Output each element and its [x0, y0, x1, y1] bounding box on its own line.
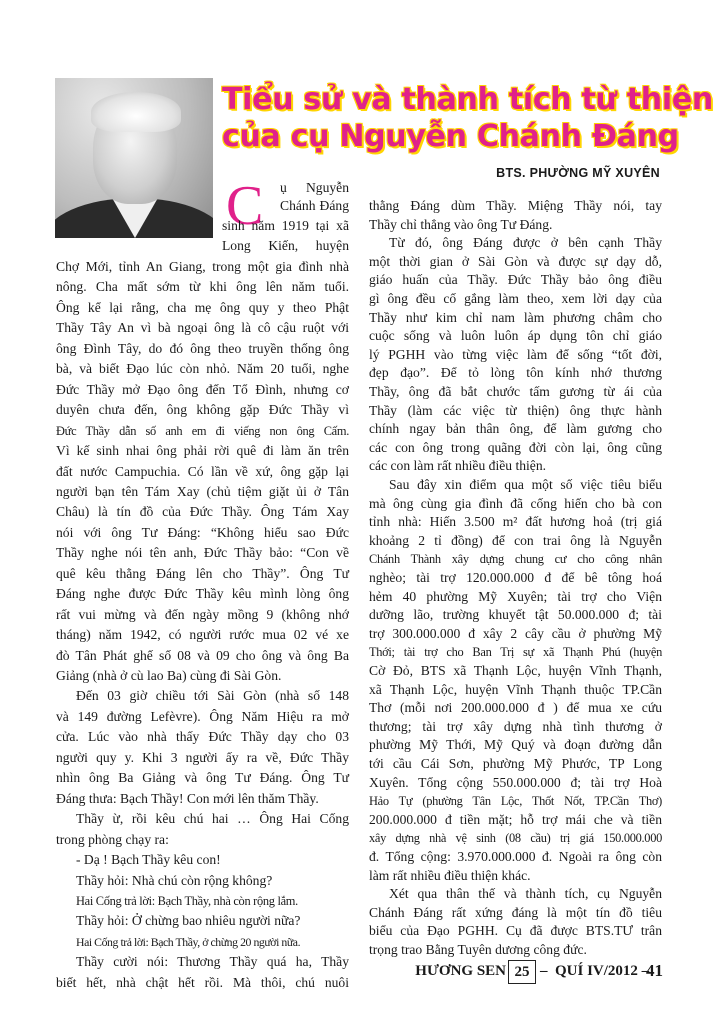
body-line: cửa. Lúc vào nhà thấy Đức Thầy dạy cho 03 — [56, 729, 349, 745]
body-line: xây dựng nhà vệ sinh (08 cầu) trị giá 150.000.000 — [369, 831, 662, 846]
body-line: lý PGHH vào từng việc làm để sống “tốt đời, — [369, 346, 662, 362]
body-line: trọng trao Bằng Tuyên dương công đức. — [369, 942, 587, 957]
body-line: duyên chưa đến, ông không gặp Đức Thầy vì — [56, 402, 349, 418]
body-line: dưỡng lão, trường khuyết tật 50.000.000 đ; tài — [369, 607, 662, 623]
drop-cap: C — [226, 175, 264, 237]
body-line: Chánh Đáng — [280, 198, 349, 213]
body-line: biểu của Đạo PGHH. Cụ đã được BTS.TƯ trân — [369, 923, 662, 939]
body-line: Thơ (mỗi nơi 200.000.000 đ ) để mua xe cứu — [369, 700, 662, 716]
article-title-line-2: của cụ Nguyễn Chánh Đáng — [222, 119, 679, 154]
body-line: phường Mỹ Thới, Mỹ Quý và đoạn đường dẫn — [369, 737, 662, 753]
body-line: làm rất nhiều điều thiện khác. — [369, 867, 531, 883]
body-line: Châu) là tín đồ của Đức Thầy. Ông Tám Xay — [56, 504, 349, 520]
body-line: Từ đó, ông Đáng được ở bên cạnh Thầy — [389, 235, 662, 251]
body-line: giáo huấn của Thầy. Đức Thầy bảo ông điều — [369, 272, 662, 288]
body-line: Đến 03 giờ chiều tới Sài Gòn (nhà số 148 — [76, 688, 349, 704]
body-line: Hảo Tự (phường Tân Lộc, Thốt Nốt, TP.Cần Thơ) — [369, 794, 662, 809]
body-line: Chánh Thành xây dựng chung cư cho công nhân — [369, 552, 662, 567]
body-line: tháng) năm 1942, có người rước mua 02 vé xe — [56, 627, 349, 643]
body-line: nông. Cha mất sớm từ khi ông lên năm tuổi. — [56, 279, 349, 295]
body-line: Thầy (làm các việc từ thiện) ông thực hành — [369, 402, 662, 418]
body-line: biết hết, nhà chật hết rồi. Mà thôi, chú nuôi — [56, 974, 349, 990]
body-line: rất vui mừng và đến ngày mồng 9 (không nhớ — [56, 606, 349, 622]
issue-label: QUÍ IV/2012 – — [555, 963, 650, 979]
page-footer — [0, 958, 718, 988]
body-line: xã Thạnh Lộc, huyện Vĩnh Thạnh thuộc TP.Cần — [369, 681, 662, 697]
body-line: mà ông cùng gia đình đã cống hiến cho bà con — [369, 495, 662, 511]
body-line: các con ông trong quãng đời còn lại, ông cũng — [369, 439, 662, 455]
body-line: quê kêu thằng Đáng lên cho Thầy”. Ông Tư — [56, 565, 349, 581]
body-line: đò Tân Phát ghế số 08 và 09 cho ông và ông Ba — [56, 647, 349, 663]
body-line: gì ông đều cố gắng làm theo, xem lời dạy của — [369, 291, 662, 306]
body-line: Thầy ừ, rồi kêu chú hai … Ông Hai Cống — [76, 811, 349, 827]
body-line: Thầy chỉ thẳng vào ông Tư Đáng. — [369, 216, 553, 232]
body-line: đẹp đạo”. Để tỏ lòng tôn kính nhớ thương — [369, 365, 662, 381]
body-line: Thầy Tây An vì bà ngoại ông là cô cậu ruột với — [56, 320, 349, 336]
body-line: ông Đình Tây, do đó ông theo truyền thống ông — [56, 340, 349, 356]
body-line: Chánh Đáng rất xứng đáng là một tín đồ tiêu — [369, 904, 662, 920]
body-line: cuộc sống và luôn luôn áp dụng tôn chỉ giáo — [369, 328, 662, 344]
article-title-line-1: Tiểu sử và thành tích từ thiện — [222, 82, 713, 117]
body-line: thằng Đáng dùm Thầy. Miệng Thầy nói, tay — [369, 198, 662, 213]
article-byline: BTS. PHƯỜNG MỸ XUYÊN — [496, 166, 660, 180]
page-box: 25 — [508, 960, 536, 984]
body-line: một thời gian ở Sài Gòn và được sự dạy dỗ, — [369, 253, 662, 269]
body-line: Đáng thưa: Bạch Thầy! Con mới lên thăm Thầy. — [56, 790, 319, 806]
body-line: Đức Thầy mở Đạo ông đến Tổ Đình, nhưng cơ — [56, 381, 349, 397]
body-line: nghèo; tài trợ 120.000.000 đ để bê tông hoá — [369, 570, 662, 585]
body-line: Ông kể lại rằng, cha mẹ ông quy y theo Phật — [56, 299, 349, 315]
body-line: Giảng (nhà ở cù lao Ba) cùng đi Sài Gòn. — [56, 668, 282, 683]
body-line: Sau đây xin điểm qua một số việc tiêu biểu — [389, 477, 662, 492]
body-line: người bạn tên Tám Xay (chủ tiệm giặt ủi ở Tân — [56, 483, 349, 499]
page-number: 41 — [646, 961, 663, 980]
body-line: Xét qua thân thế và thành tích, cụ Nguyễn — [389, 886, 662, 902]
body-line: Thầy, ông đã bắt chước tấm gương từ ái của — [369, 384, 662, 399]
body-line: tỉnh nhà: Hiến 3.500 m² đất hương hoả (trị giá — [369, 514, 662, 530]
body-line: ụ Nguyễn — [280, 180, 349, 195]
body-line: trong phòng chạy ra: — [56, 831, 169, 847]
portrait-photo — [55, 78, 213, 238]
body-line: Cờ Đỏ, BTS xã Thạnh Lộc, huyện Vĩnh Thạnh, — [369, 663, 662, 678]
body-line: Thầy hỏi: Nhà chú còn rộng không? — [76, 872, 273, 888]
body-line: hẻm 40 phường Mỹ Xuyên; tài trợ cho Viện — [369, 588, 662, 604]
body-line: người quy y. Khi 3 người ấy ra về, Đức Thầy — [56, 749, 349, 765]
body-line: bà, và biết Đạo lúc còn nhỏ. Năm 20 tuổi, nghe — [56, 361, 349, 377]
body-line: Đức Thầy dẫn số anh em đi viếng non ông Cấm. — [56, 423, 349, 438]
body-line: Thầy như kim chỉ nam làm phương châm cho — [369, 309, 662, 325]
body-line: Hai Cống trả lời: Bạch Thầy, ở chừng 20 người nữa. — [76, 934, 301, 949]
body-line: nói với ông Tư Đáng: “Không hiểu sao Đức — [56, 524, 349, 540]
body-line: các con làm rất nhiều điều thiện. — [369, 458, 547, 474]
body-line: Chợ Mới, tỉnh An Giang, trong một gia đình nhà — [56, 259, 349, 274]
body-line: Vì kế sinh nhai ông phải rời quê đi làm ăn trên — [56, 443, 349, 459]
body-line: Thầy cười nói: Thương Thầy quá ha, Thầy — [76, 954, 349, 970]
body-line: Hai Cống trả lời: Bạch Thầy, nhà còn rộng lắm. — [76, 893, 298, 908]
body-line: chính ngay bản thân ông, để làm gương cho — [369, 421, 662, 437]
body-line: Đáng nghe được Đức Thầy kêu mình lòng ông — [56, 586, 349, 602]
body-line: - Dạ ! Bạch Thầy kêu con! — [76, 852, 221, 868]
body-line: Thầy nghe nói tên anh, Đức Thầy bảo: “Con về — [56, 545, 349, 561]
body-line: nhìn ông Ba Giảng và ông Tư Đáng. Ông Tư — [56, 770, 349, 786]
body-line: thương; tài trợ xây dựng nhà tình thương ở — [369, 718, 662, 734]
body-line: khoảng 2 tỉ đồng) để con trai ông là Nguyễn — [369, 532, 662, 548]
body-line: và 149 đường Lefèvre). Ông Năm Hiệu ra mở — [56, 708, 349, 724]
magazine-name: HƯƠNG SEN — [415, 963, 506, 979]
body-line: sinh năm 1919 tại xã — [222, 218, 349, 233]
body-line: Long Kiến, huyện — [222, 238, 349, 253]
body-line: Thầy hỏi: Ở chừng bao nhiêu người nữa? — [76, 913, 301, 929]
body-line: Xuyên. Tổng cộng 550.000.000 đ; tài trợ Hoà — [369, 774, 662, 790]
body-line: đ. Tổng cộng: 3.970.000.000 đ. Ngoài ra ông còn — [369, 849, 662, 864]
body-line: 200.000.000 đ tiền mặt; hỗ trợ mái che và tiền — [369, 811, 662, 827]
footer-dash: – — [540, 963, 548, 979]
body-line: đất nước Campuchia. Có lần về xứ, ông gặp lại — [56, 463, 349, 479]
body-line: trợ 300.000.000 đ xây 2 cây cầu ở phường Mỹ — [369, 625, 662, 641]
body-line: Thới; tài trợ cho Ban Trị sự xã Thạnh Phú (huyện — [369, 645, 662, 660]
body-line: tới cầu Cái Sơn, phường Mỹ Phước, TP Long — [369, 756, 662, 771]
